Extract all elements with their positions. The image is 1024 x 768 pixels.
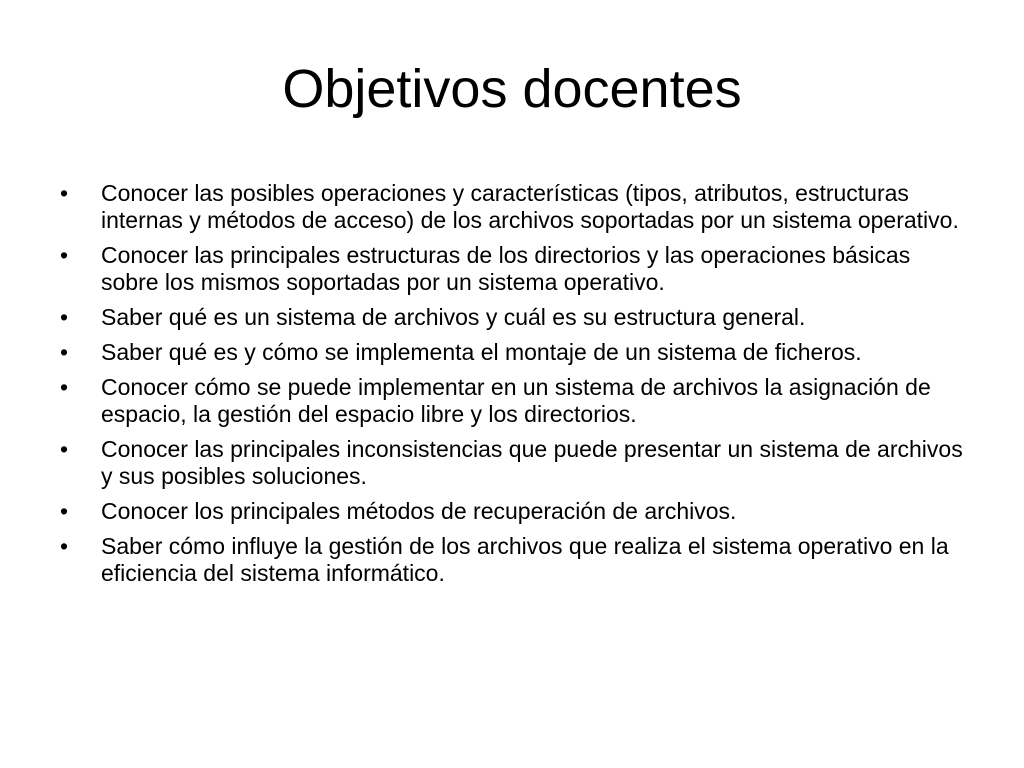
list-item [60,374,970,428]
bullet-text: Conocer las principales estructuras de los directorios y las operaciones básicas sobre los mismos soportadas por un sistema operativo. [101,242,911,295]
bullet-icon: • [60,304,69,330]
bullet-text: Saber qué es y cómo se implementa el montaje de un sistema de ficheros. [101,339,862,365]
bullet-text: Conocer cómo se puede implementar en un sistema de archivos la asignación de espacio, la gestión del espacio libre y los directorios. [101,374,931,427]
bullet-text: Saber qué es un sistema de archivos y cuál es su estructura general. [101,304,806,330]
list-item [60,436,970,490]
list-item [60,180,970,234]
list-item [60,339,970,366]
bullet-icon: • [60,374,69,400]
bullet-text: Conocer las posibles operaciones y características (tipos, atributos, estructuras internas y métodos de acceso) de los archivos soportadas por un sistema operativo. [101,180,959,233]
bullet-list [60,180,970,595]
bullet-text: Conocer los principales métodos de recuperación de archivos. [101,498,737,524]
bullet-text: Conocer las principales inconsistencias que puede presentar un sistema de archivos y sus posibles soluciones. [101,436,963,489]
bullet-text: Saber cómo influye la gestión de los archivos que realiza el sistema operativo en la eficiencia del sistema informático. [101,533,949,586]
list-item [60,498,970,525]
bullet-icon: • [60,242,69,268]
list-item [60,533,970,587]
slide-title: Objetivos docentes [282,59,742,119]
bullet-icon: • [60,436,69,462]
bullet-icon: • [60,339,69,365]
bullet-icon: • [60,180,69,206]
bullet-icon: • [60,533,69,559]
list-item [60,304,970,331]
list-item [60,242,970,296]
bullet-icon: • [60,498,69,524]
